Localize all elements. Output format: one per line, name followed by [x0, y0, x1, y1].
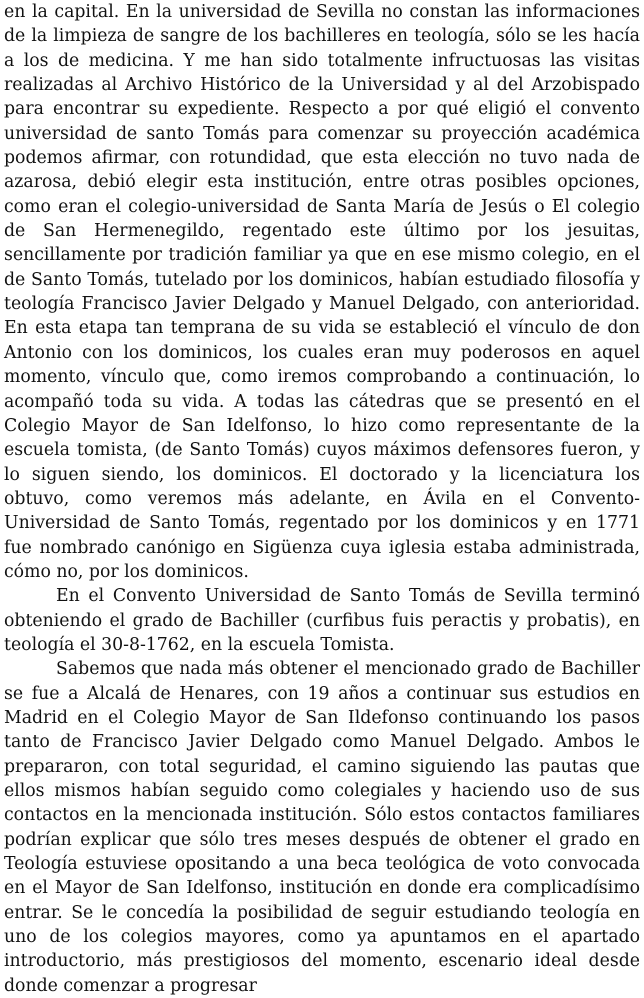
body-paragraph-2: En el Convento Universidad de Santo Tomás de Sevilla terminó obteniendo el grado de Bachiller (curfibus fuis peractis y probatis), en teología el 30-8-1762, en la escuela Tomista.: [4, 586, 640, 655]
document-page: [4, 0, 640, 998]
body-paragraph-3: Sabemos que nada más obtener el mencionado grado de Bachiller se fue a Alcalá de Henares, con 19 años a continuar sus estudios en Madrid en el Colegio Mayor de San Ildefonso continuando los pasos tanto de Francisco Javier Delgado como Manuel Delgado. Ambos le prepararon, con total seguridad, el camino siguiendo las pautas que ellos mismos habían seguido como colegiales y haciendo uso de sus contactos en la mencionada institución. Sólo estos contactos familiares podrían explicar que sólo tres meses después de obtener el grado en Teología estuviese opositando a una beca teológica de voto convocada en el Mayor de San Idelfonso, institución en donde era complicadísimo entrar. Se le concedía la posibilidad de seguir estudiando teología en uno de los colegios mayores, como ya apuntamos en el apartado introductorio, más prestigiosos del momento, escenario ideal desde donde comenzar a progresar: [4, 659, 640, 996]
body-paragraph-1: en la capital. En la universidad de Sevilla no constan las informaciones de la limpieza de sangre de los bachilleres en teología, sólo se les hacía a los de medicina. Y me han sido totalmente infructuosas las visitas realizadas al Archivo Histórico de la Universidad y al del Arzobispado para encontrar su expediente. Respecto a por qué eligió el convento universidad de santo Tomás para comenzar su proyección académica podemos afirmar, con rotundidad, que esta elección no tuvo nada de azarosa, debió elegir esta institución, entre otras posibles opciones, como eran el colegio-universidad de Santa María de Jesús o El colegio de San Hermenegildo, regentado este último por los jesuitas, sencillamente por tradición familiar ya que en ese mismo colegio, en el de Santo Tomás, tutelado por los dominicos, habían estudiado filosofía y teología Francisco Javier Delgado y Manuel Delgado, con anterioridad. En esta etapa tan temprana de su vida se estableció el vínculo de don Antonio con los dominicos, los cuales eran muy poderosos en aquel momento, vínculo que, como iremos comprobando a continuación, lo acompañó toda su vida. A todas las cátedras que se presentó en el Colegio Mayor de San Idelfonso, lo hizo como representante de la escuela tomista, (de Santo Tomás) cuyos máximos defensores fueron, y lo siguen siendo, los dominicos. El doctorado y la licenciatura los obtuvo, como veremos más adelante, en Ávila en el Convento-Universidad de Santo Tomás, regentado por los dominicos y en 1771 fue nombrado canónigo en Sigüenza cuya iglesia estaba administrada, cómo no, por los dominicos.: [4, 2, 640, 582]
